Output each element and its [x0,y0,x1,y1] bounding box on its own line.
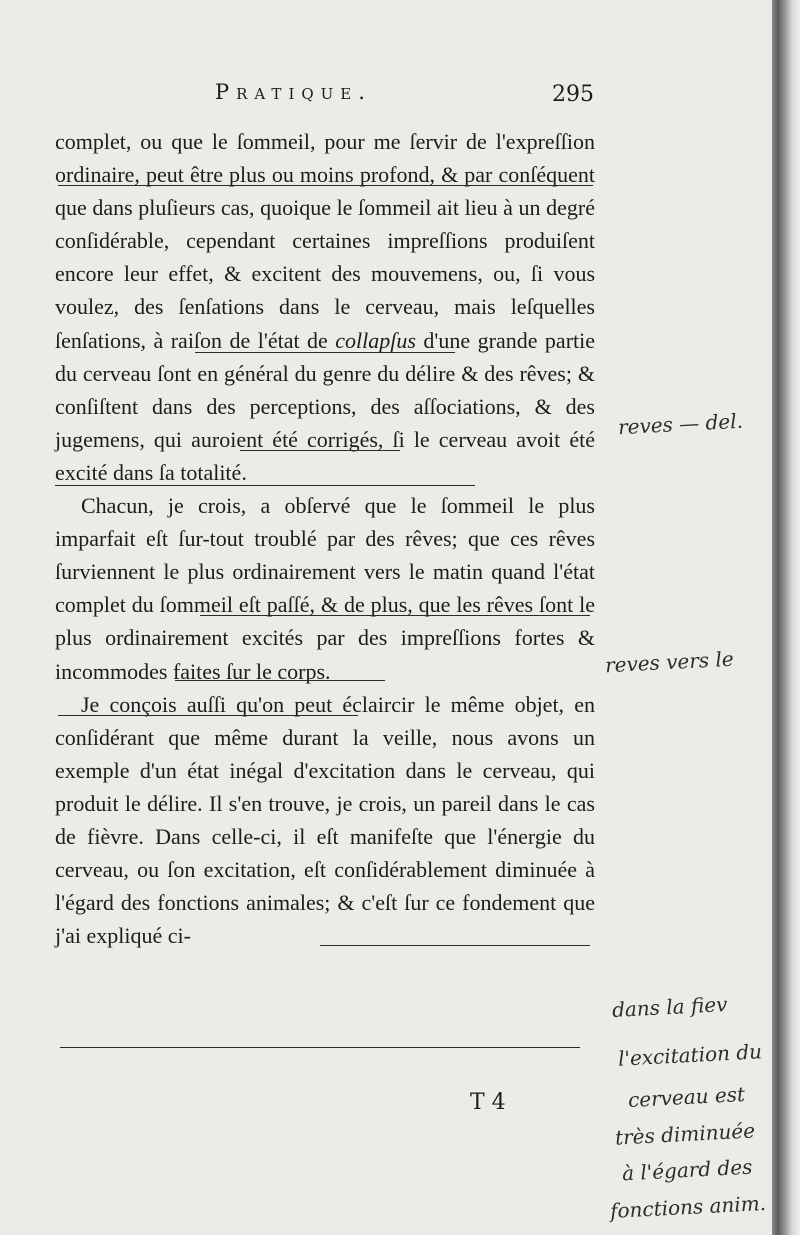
underline-mark [175,680,385,681]
signature-mark: T 4 [470,1090,506,1115]
margin-note-3-line-5: à l'égard des [621,1154,753,1186]
margin-note-3-line-6: fonctions anim. [609,1190,767,1224]
underline-mark [195,352,455,353]
paragraph-1-end: d'une grande partie du cerveau ſont en général du genre du délire & des rêves; & conſiſtent dans des perceptions, des aſſociations, & des jugemens, qui auroient été corrigés, ſi le cerveau avoit été excité dans ſa totalité. [55,327,596,485]
paragraph-1-italic: collapſus [335,327,416,353]
margin-note-2: reves vers le [604,646,735,678]
margin-note-1: reves — del. [617,408,744,440]
running-title: Pratique. [215,80,372,104]
underline-mark [240,450,400,451]
underline-mark [320,945,590,946]
underline-mark [58,715,358,716]
underline-mark [58,185,593,186]
underline-mark [200,615,590,616]
book-spine-shadow [772,0,800,1235]
page-number: 295 [552,82,594,107]
paragraph-2: Chacun, je crois, a obſervé que le ſommeil le plus imparfait eſt ſur-tout troublé par des rêves; que ces rêves ſurviennent le plus ordinairement vers le matin quand l'état complet du ſommeil eſt paſſé, & de plus, que les rêves ſont le plus ordinairement excités par des impreſſions fortes & incommodes faites ſur le corps. [55,493,595,684]
body-text [55,125,595,952]
underline-mark [55,485,475,486]
paragraph-1-text: complet, ou que le ſommeil, pour me ſervir de l'expreſſion ordinaire, peut être plus ou moins profond, & par conſéquent que dans pluſieurs cas, quoique le ſommeil ait lieu à un degré conſidérable, cependant certaines impreſſions produiſent encore leur effet, & excitent des mouvemens, ou, ſi vous voulez, des ſenſations dans le cerveau, mais leſquelles ſenſations, à raiſon de l'état de [55,129,595,353]
margin-note-3-line-4: très diminuée [614,1118,756,1150]
paragraph-1 [55,125,595,489]
margin-note-3-line-2: l'excitation du [617,1039,763,1071]
margin-note-3-line-1: dans la fiev [611,991,728,1023]
margin-note-3-line-3: cerveau est [627,1081,746,1113]
underline-mark [60,1047,580,1048]
paragraph-3: Je conçois auſſi qu'on peut éclaircir le même objet, en conſidérant que même durant la veille, nous avons un exemple d'un état inégal d'excitation dans le cerveau, qui produit le délire. Il s'en trouve, je crois, un pareil dans le cas de fièvre. Dans celle-ci, il eſt manifeſte que l'énergie du cerveau, ou ſon excitation, eſt conſidérablement diminuée à l'égard des fonctions animales; & c'eſt ſur ce fondement que j'ai expliqué ci- [55,691,595,949]
